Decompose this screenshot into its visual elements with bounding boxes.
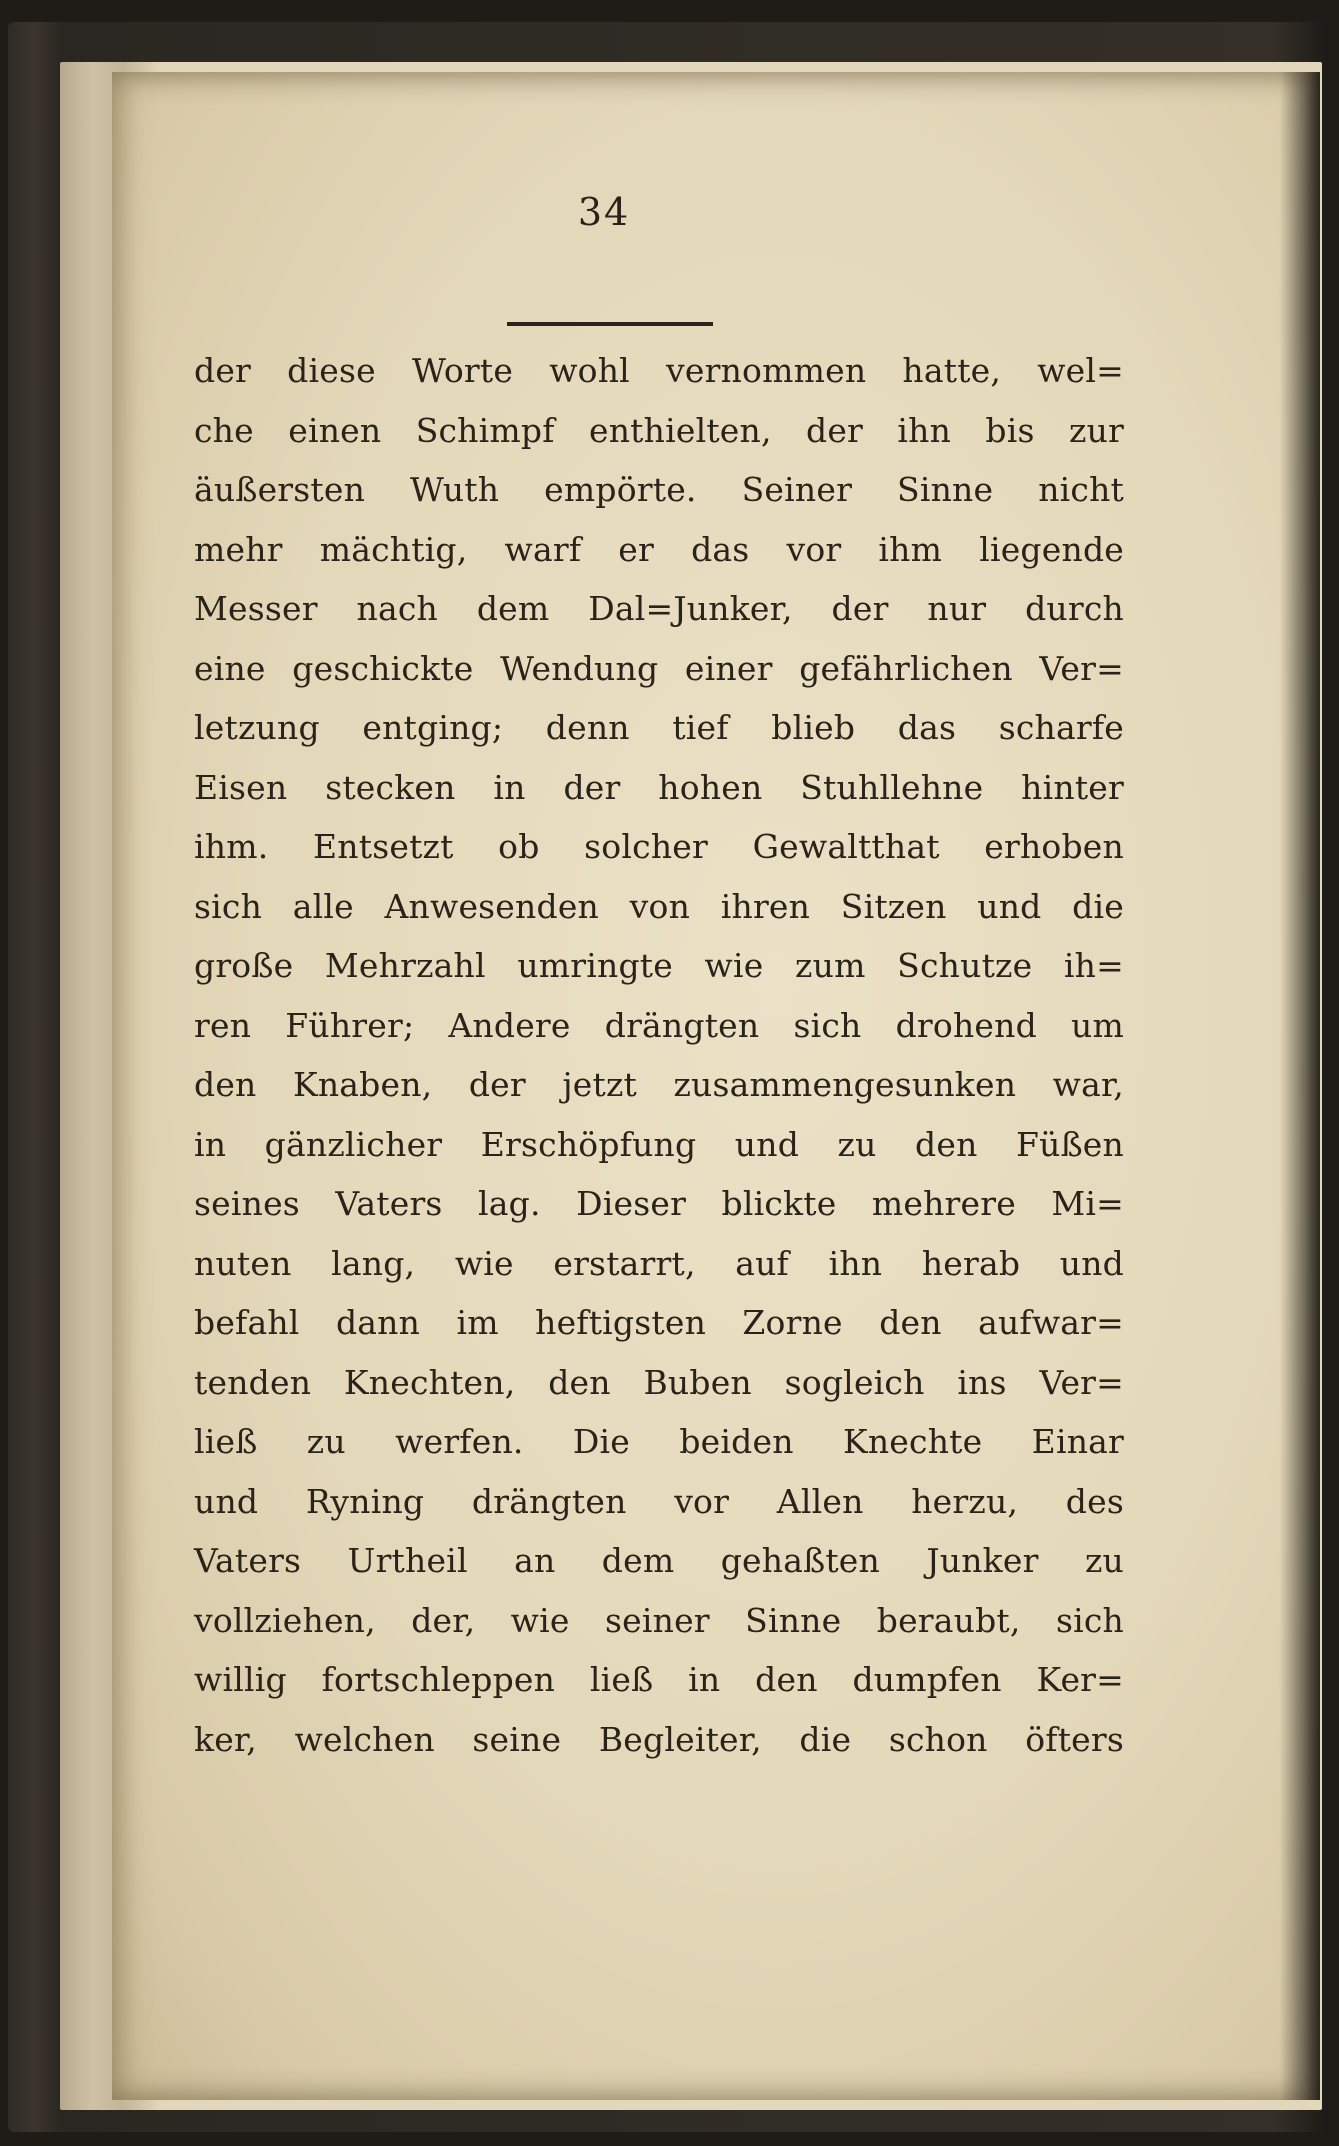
text-line: ker, welchen seine Begleiter, die schon öfters — [194, 1719, 1124, 1759]
text-line: letzung entging; denn tief blieb das scharfe — [194, 708, 1124, 747]
text-line: äußersten Wuth empörte. Seiner Sinne nicht — [194, 470, 1124, 509]
page-number: 34 — [577, 190, 631, 234]
text-line: Eisen stecken in der hohen Stuhllehne hinter — [194, 767, 1124, 807]
text-line: ihm. Entsetzt ob solcher Gewaltthat erhoben — [194, 827, 1124, 866]
text-line: Messer nach dem Dal=Junker, der nur durch — [194, 589, 1124, 628]
text-line: befahl dann im heftigsten Zorne den aufwar= — [194, 1303, 1124, 1342]
text-line: Vaters Urtheil an dem gehaßten Junker zu — [194, 1541, 1124, 1580]
text-line: und Ryning drängten vor Allen herzu, des — [194, 1481, 1124, 1521]
body-text — [194, 341, 1124, 1769]
text-line: ließ zu werfen. Die beiden Knechte Einar — [194, 1422, 1124, 1461]
text-line: große Mehrzahl umringte wie zum Schutze ih= — [194, 946, 1124, 985]
text-line: der diese Worte wohl vernommen hatte, wel= — [194, 351, 1124, 390]
header-rule — [507, 322, 713, 326]
text-line: mehr mächtig, warf er das vor ihm liegende — [194, 529, 1124, 569]
text-line: willig fortschleppen ließ in den dumpfen Ker= — [194, 1660, 1124, 1699]
text-line: vollziehen, der, wie seiner Sinne beraubt, sich — [194, 1600, 1124, 1640]
text-line: ren Führer; Andere drängten sich drohend um — [194, 1005, 1124, 1045]
text-line: che einen Schimpf enthielten, der ihn bis zur — [194, 410, 1124, 450]
text-line: den Knaben, der jetzt zusammengesunken war, — [194, 1065, 1124, 1104]
page-right-shadow — [1280, 72, 1320, 2100]
text-line: sich alle Anwesenden von ihren Sitzen und die — [194, 886, 1124, 926]
text-line: eine geschickte Wendung einer gefährlichen Ver= — [194, 648, 1124, 688]
text-line: nuten lang, wie erstarrt, auf ihn herab und — [194, 1243, 1124, 1283]
text-line: in gänzlicher Erschöpfung und zu den Füßen — [194, 1124, 1124, 1164]
text-line: tenden Knechten, den Buben sogleich ins Ver= — [194, 1362, 1124, 1402]
text-line: seines Vaters lag. Dieser blickte mehrere Mi= — [194, 1184, 1124, 1223]
